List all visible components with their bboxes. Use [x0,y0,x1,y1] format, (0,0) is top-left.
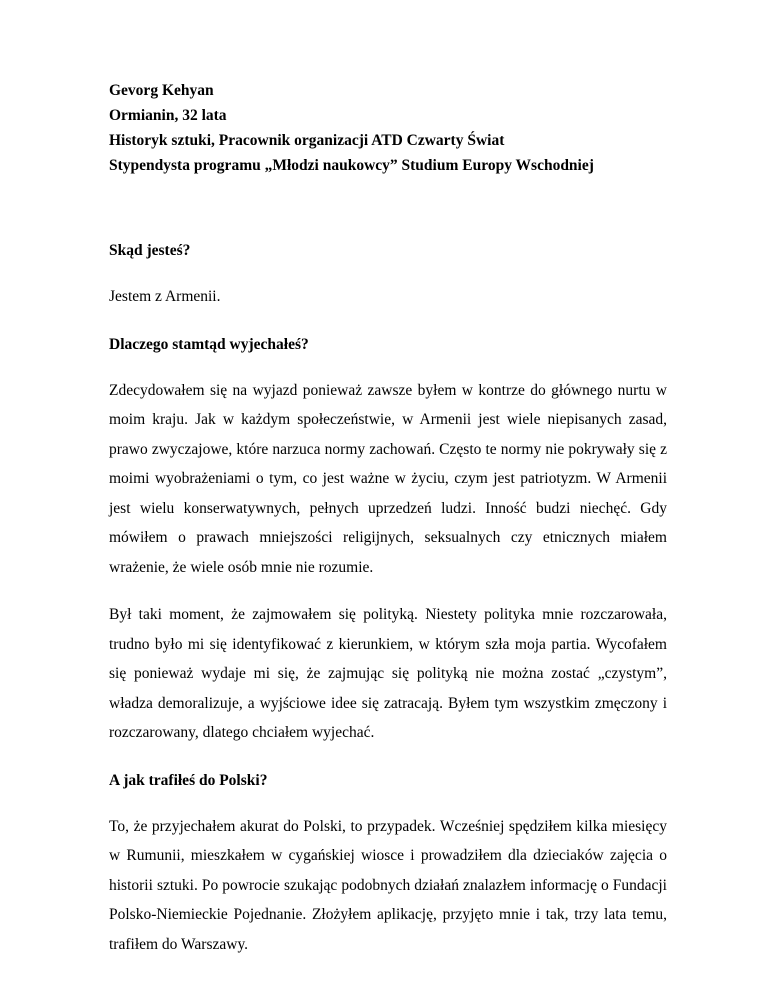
author-origin: Ormianin, 32 lata [109,107,227,124]
interview-question: Skąd jesteś? [109,242,191,259]
interview-question: Dlaczego stamtąd wyjechałeś? [109,335,309,353]
document-body [109,72,667,959]
author-scholarship: Stypendysta programu „Młodzi naukowcy” Studium Europy Wschodniej [109,157,594,174]
interview-answer: Zdecydowałem się na wyjazd ponieważ zawsze byłem w kontrze do głównego nurtu w moim kraju. Jak w każdym społeczeństwie, w Armenii jest wiele niepisanych zasad, prawo zwyczajowe, które narzuca normy zachowań. Często te normy nie pokrywały się z moimi wyobrażeniami o tym, co jest ważne w życiu, czym jest patriotyzm. W Armenii jest wielu konserwatywnych, pełnych uprzedzeń ludzi. Inność budzi niechęć. Gdy mówiłem o prawach mniejszości religijnych, seksualnych czy etnicznych miałem wrażenie, że wiele osób mnie nie rozumie. [109,381,667,576]
author-occupation: Historyk sztuki, Pracownik organizacji ATD Czwarty Świat [109,132,505,149]
interview-answer: To, że przyjechałem akurat do Polski, to przypadek. Wcześniej spędziłem kilka miesięcy w Rumunii, mieszkałem w cygańskiej wiosce i prowadziłem dla dzieciaków zajęcia o historii sztuki. Po powrocie szukając podobnych działań znalazłem informację o Fundacji Polsko-Niemieckie Pojednanie. Złożyłem aplikację, przyjęto mnie i tak, trzy lata temu, trafiłem do Warszawy. [109,817,667,953]
interview-answer: Był taki moment, że zajmowałem się polityką. Niestety polityka mnie rozczarowała, trudno było mi się identyfikować z kierunkiem, w którym szła moja partia. Wycofałem się ponieważ wydaje mi się, że zajmując się polityką nie można zostać „czystym”, władza demoralizuje, a wyjściowe idee się zatracają. Byłem tym wszystkim zmęczony i rozczarowany, dlatego chciałem wyjechać. [109,606,667,741]
author-header [109,78,667,178]
interview-question: A jak trafiłeś do Polski? [109,771,268,789]
interview-answer: Jestem z Armenii. [109,288,221,305]
author-name: Gevorg Kehyan [109,82,214,99]
